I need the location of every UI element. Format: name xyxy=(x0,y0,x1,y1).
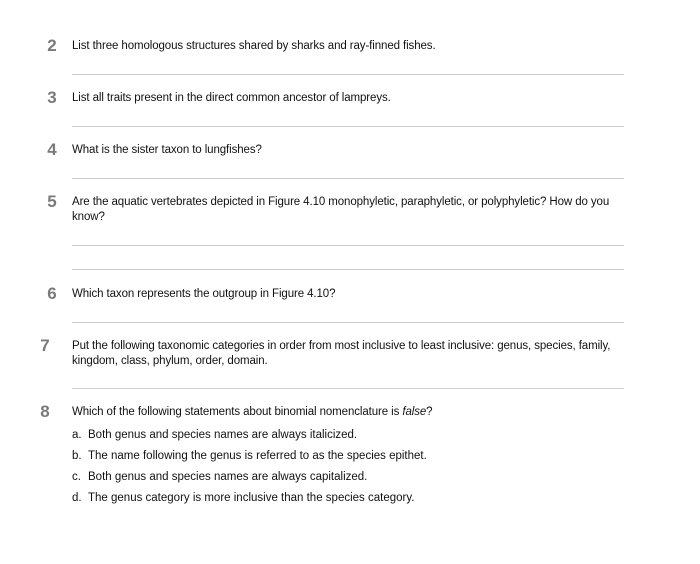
option-text: Both genus and species names are always italicized. xyxy=(88,429,358,441)
option-letter: a. xyxy=(72,429,82,441)
question-number: 2 xyxy=(47,36,57,55)
option-text: Both genus and species names are always capitalized. xyxy=(88,471,368,483)
question-number: 8 xyxy=(40,402,50,421)
question-text-start: Which of the following statements about binomial nomenclature is xyxy=(72,406,403,418)
option-text: The genus category is more inclusive than the species category. xyxy=(88,492,415,504)
question-text xyxy=(72,405,632,420)
answer-line xyxy=(72,74,624,75)
question-number: 6 xyxy=(47,284,57,303)
question-text-emphasis: false xyxy=(402,406,427,418)
answer-line xyxy=(72,245,624,246)
question-text: List all traits present in the direct common ancestor of lampreys. xyxy=(72,92,391,104)
option-d xyxy=(72,491,632,506)
question-number: 5 xyxy=(47,192,57,211)
answer-line xyxy=(72,269,624,270)
question-text: What is the sister taxon to lungfishes? xyxy=(72,144,262,156)
option-c xyxy=(72,470,632,485)
question-text: Put the following taxonomic categories in order from most inclusive to least inclusive: genus, species, family, kingdom, class, phylum, order, domain. xyxy=(72,340,611,367)
answer-line xyxy=(72,322,624,323)
option-text: The name following the genus is referred to as the species epithet. xyxy=(88,450,427,462)
question-text: Are the aquatic vertebrates depicted in Figure 4.10 monophyletic, paraphyletic, or polyphyletic? How do you know? xyxy=(72,196,610,223)
option-letter: d. xyxy=(72,492,82,504)
question-text: Which taxon represents the outgroup in Figure 4.10? xyxy=(72,288,336,300)
answer-line xyxy=(72,388,624,389)
option-a xyxy=(72,428,632,443)
option-letter: b. xyxy=(72,450,82,462)
option-b xyxy=(72,449,632,464)
question-text: List three homologous structures shared by sharks and ray-finned fishes. xyxy=(72,40,436,52)
answer-line xyxy=(72,178,624,179)
question-text-end: ? xyxy=(426,406,433,418)
option-letter: c. xyxy=(72,471,81,483)
answer-line xyxy=(72,126,624,127)
question-number: 7 xyxy=(40,336,50,355)
question-number: 3 xyxy=(47,88,57,107)
question-number: 4 xyxy=(47,140,57,159)
